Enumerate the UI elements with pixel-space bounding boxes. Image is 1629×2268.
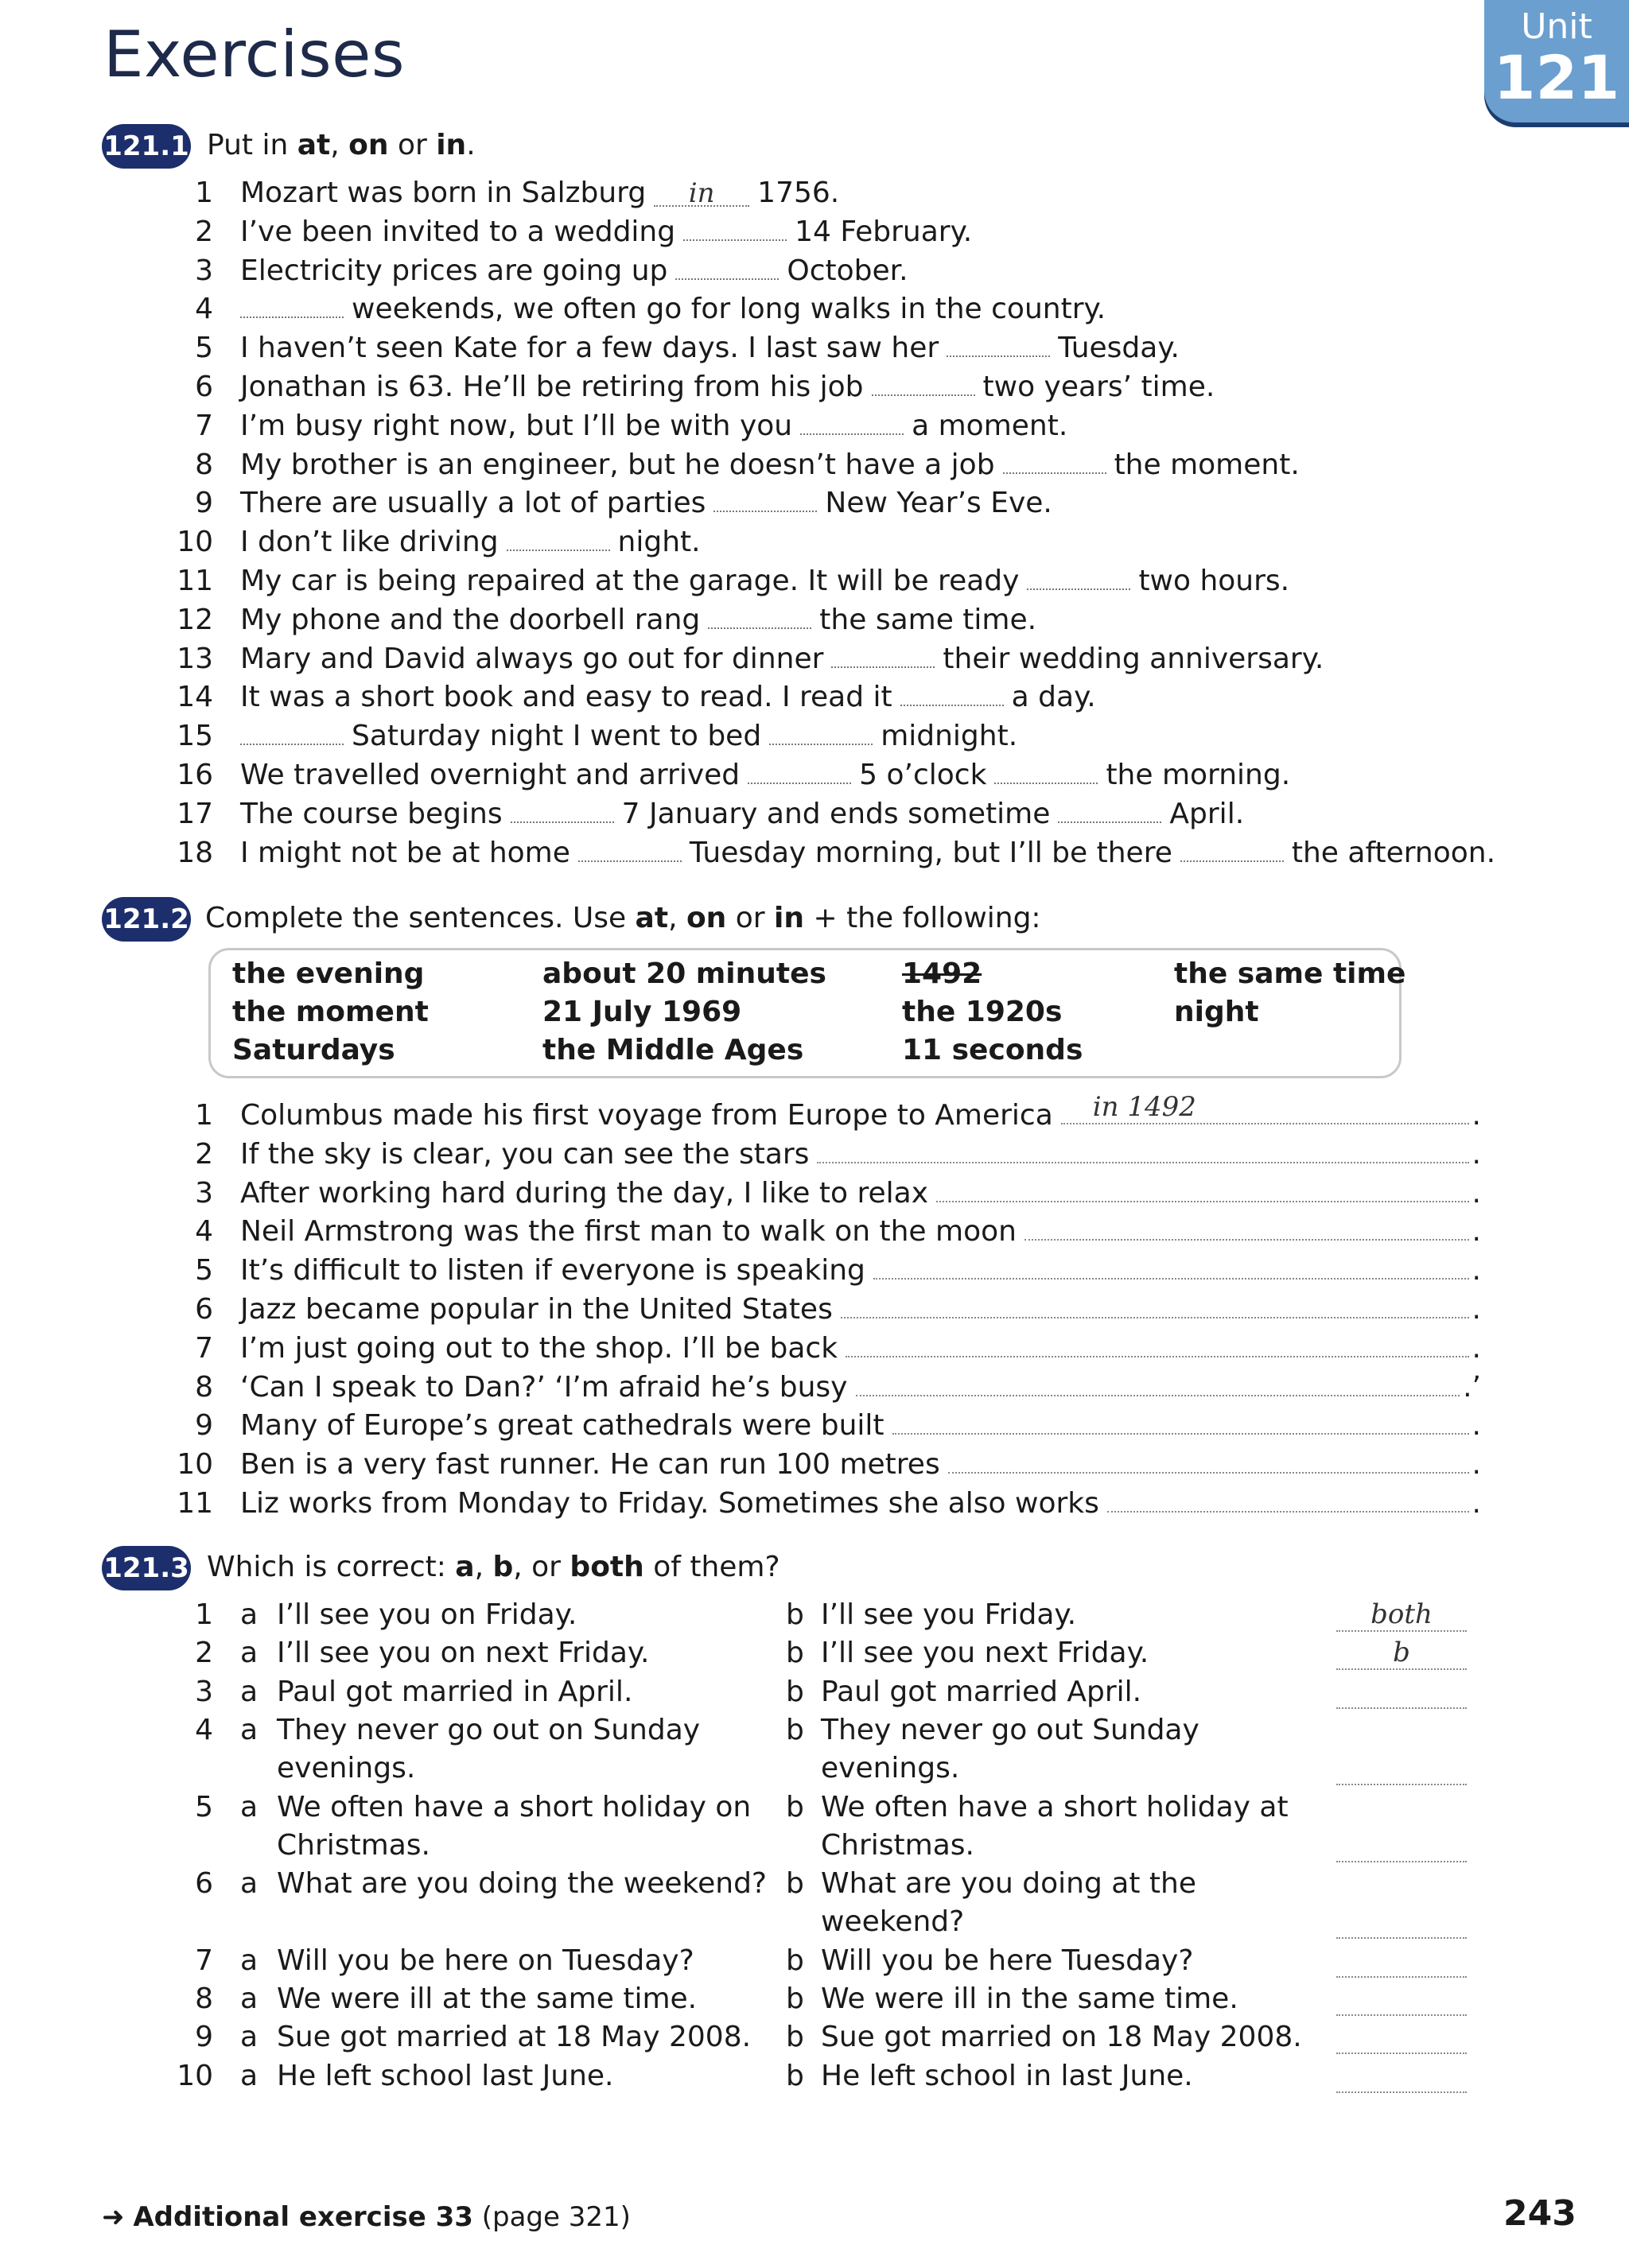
handwritten-answer: both [1370, 1598, 1433, 1630]
answer-blank[interactable] [872, 391, 975, 396]
answer-blank[interactable] [769, 740, 873, 745]
line-text-part: After working hard during the day, I like to relax [240, 1176, 929, 1210]
exercise-line [240, 1448, 1481, 1481]
exercise-line [240, 565, 1289, 597]
option-letter-b: b [786, 1675, 804, 1708]
item-number: 4 [195, 1215, 213, 1249]
exercise-badge-121-3: 121.3 [102, 1546, 191, 1590]
answer-blank[interactable] [1336, 1752, 1467, 1785]
answer-blank-filled[interactable] [1061, 1091, 1469, 1124]
answer-blank[interactable] [1180, 857, 1284, 862]
line-text-part: ‘Can I speak to Dan?’ ‘I’m afraid he’s busy [240, 1370, 848, 1404]
line-text-part: two years’ time. [982, 371, 1215, 403]
answer-blank[interactable] [1107, 1487, 1469, 1513]
item-number: 9 [195, 2021, 213, 2054]
word-option: 11 seconds [902, 1034, 1083, 1066]
option-letter-a: a [240, 1675, 259, 1708]
answer-blank[interactable] [856, 1371, 1460, 1396]
line-end-punctuation: . [1472, 1137, 1481, 1171]
option-letter-a: a [240, 1790, 259, 1823]
item-number: 11 [177, 565, 213, 597]
line-text-part: Saturday night I went to bed [352, 720, 762, 753]
line-text-part: I haven’t seen Kate for a few days. I last saw her [240, 332, 939, 365]
word-option: the 1920s [902, 996, 1063, 1028]
line-text-part: Jazz became popular in the United States [240, 1293, 833, 1326]
option-letter-b: b [786, 1713, 804, 1746]
item-number: 1 [195, 177, 213, 209]
line-text-part: the same time. [819, 603, 1037, 636]
item-number: 3 [195, 1675, 213, 1708]
answer-blank[interactable] [1336, 2021, 1467, 2054]
item-number: 15 [177, 720, 213, 753]
item-number: 11 [177, 1487, 213, 1520]
line-text-part: I’m just going out to the shop. I’ll be back [240, 1331, 838, 1365]
word-option: the evening [232, 957, 425, 990]
line-end-punctuation: . [1472, 1099, 1481, 1132]
item-number: 10 [177, 1448, 213, 1482]
option-a-text: He left school last June. [277, 2059, 614, 2092]
word-option: the same time [1174, 957, 1406, 990]
line-text-part: New Year’s Eve. [825, 487, 1052, 520]
line-text-part: April. [1169, 797, 1245, 830]
answer-blank[interactable] [948, 1448, 1469, 1474]
option-a-text: Sue got married at 18 May 2008. [277, 2021, 752, 2054]
exercise-badge-121-2: 121.2 [102, 897, 191, 942]
option-b-text: Sue got married on 18 May 2008. [821, 2021, 1302, 2054]
answer-blank[interactable] [1336, 1983, 1467, 2016]
option-letter-b: b [786, 1637, 804, 1670]
handwritten-answer: in 1492 [1092, 1091, 1196, 1123]
answer-blank[interactable] [713, 507, 817, 512]
option-b-text: Christmas. [821, 1828, 974, 1862]
answer-blank[interactable] [511, 818, 614, 823]
line-text-part: I’ve been invited to a wedding [240, 215, 676, 248]
word-option: 21 July 1969 [542, 996, 742, 1028]
answer-blank[interactable] [994, 779, 1098, 784]
line-text-part: I’m busy right now, but I’ll be with you [240, 409, 793, 442]
option-letter-a: a [240, 1867, 259, 1901]
option-a-text: Christmas. [277, 1828, 430, 1862]
answer-blank-filled[interactable] [654, 177, 749, 209]
option-b-text: We were ill in the same time. [821, 1983, 1238, 2015]
line-end-punctuation: . [1472, 1487, 1481, 1520]
exercise-line [240, 798, 1244, 830]
option-letter-b: b [786, 2059, 804, 2092]
line-text-part: Mozart was born in Salzburg [240, 177, 647, 209]
footer-reference[interactable]: ➜ Additional exercise 33 (page 321) [102, 2201, 631, 2233]
answer-blank[interactable] [748, 779, 851, 784]
line-end-punctuation: . [1472, 1293, 1481, 1326]
line-text-part: their wedding anniversary. [943, 642, 1324, 675]
option-a-text: What are you doing the weekend? [277, 1867, 768, 1901]
item-number: 7 [195, 1944, 213, 1977]
option-a-text: Paul got married in April. [277, 1675, 633, 1708]
line-text-part: We travelled overnight and arrived [240, 759, 741, 791]
line-text-part: It was a short book and easy to read. I read it [240, 681, 892, 714]
item-number: 5 [195, 332, 213, 365]
answer-blank[interactable] [240, 313, 344, 318]
answer-blank[interactable] [683, 236, 787, 241]
exercise-line [240, 1332, 1481, 1365]
exercise-line [240, 759, 1290, 791]
line-end-punctuation: . [1472, 1448, 1481, 1482]
exercise-line [240, 526, 701, 558]
word-option-used: 1492 [902, 957, 982, 990]
item-number: 9 [195, 1409, 213, 1443]
answer-blank[interactable] [1003, 469, 1106, 474]
handwritten-answer: in [688, 177, 715, 209]
line-text-part: My phone and the doorbell rang [240, 603, 701, 636]
item-number: 8 [195, 1370, 213, 1404]
line-end-punctuation: . [1472, 1215, 1481, 1249]
exercise-line [240, 410, 1067, 442]
unit-tab [1484, 0, 1629, 122]
answer-blank[interactable] [800, 430, 904, 435]
answer-blank-filled[interactable] [1336, 1637, 1467, 1670]
exercise-121-2-instruction: Complete the sentences. Use at, on or in + the following: [205, 902, 1041, 934]
option-letter-a: a [240, 1983, 259, 2015]
line-text-part: The course begins [240, 797, 503, 830]
answer-blank[interactable] [708, 624, 811, 629]
answer-blank[interactable] [831, 663, 935, 668]
exercise-121-3-instruction: Which is correct: a, b, or both of them? [207, 1551, 780, 1583]
exercise-line [240, 1177, 1481, 1210]
handwritten-answer: b [1393, 1637, 1410, 1669]
answer-blank[interactable] [507, 546, 610, 551]
answer-blank[interactable] [1024, 1215, 1469, 1241]
exercise-line [240, 1293, 1481, 1326]
exercise-line [240, 487, 1052, 519]
page-title: Exercises [103, 17, 406, 91]
exercise-line [240, 1371, 1481, 1404]
item-number: 16 [177, 759, 213, 791]
option-a-text: I’ll see you on next Friday. [277, 1637, 650, 1670]
answer-blank[interactable] [936, 1177, 1469, 1202]
item-number: 10 [177, 526, 213, 559]
line-end-punctuation: . [1472, 1409, 1481, 1443]
line-text-part: It’s difficult to listen if everyone is speaking [240, 1254, 865, 1287]
option-letter-a: a [240, 2021, 259, 2054]
line-end-punctuation: . [1472, 1254, 1481, 1287]
option-letter-b: b [786, 1867, 804, 1901]
line-text-part: a day. [1011, 681, 1096, 714]
exercise-line [240, 681, 1096, 713]
answer-blank[interactable] [1058, 818, 1161, 823]
line-text-part: midnight. [881, 720, 1018, 753]
option-letter-a: a [240, 1598, 259, 1631]
item-number: 13 [177, 642, 213, 675]
item-number: 2 [195, 1137, 213, 1171]
answer-blank[interactable] [892, 1409, 1469, 1435]
item-number: 5 [195, 1790, 213, 1823]
option-letter-a: a [240, 1637, 259, 1670]
item-number: 7 [195, 1331, 213, 1365]
option-letter-a: a [240, 2059, 259, 2092]
answer-blank[interactable] [947, 352, 1050, 357]
exercise-line [240, 449, 1300, 481]
exercise-121-1-instruction: Put in at, on or in. [207, 129, 476, 161]
word-option: night [1174, 996, 1259, 1028]
item-number: 17 [177, 797, 213, 830]
line-text-part: two hours. [1138, 565, 1290, 597]
page-number: 243 [1503, 2193, 1577, 2234]
option-b-text: I’ll see you next Friday. [821, 1637, 1149, 1670]
line-text-part: October. [787, 254, 908, 287]
answer-blank[interactable] [900, 701, 1004, 706]
exercise-line [240, 720, 1017, 752]
line-text-part: Neil Armstrong was the first man to walk on the moon [240, 1215, 1017, 1249]
exercise-line [240, 604, 1036, 636]
item-number: 8 [195, 1983, 213, 2015]
answer-blank-filled[interactable] [1336, 1598, 1467, 1632]
answer-blank[interactable] [1336, 1944, 1467, 1978]
option-b-text: We often have a short holiday at [821, 1790, 1289, 1823]
line-text-part: the afternoon. [1291, 836, 1496, 869]
item-number: 18 [177, 836, 213, 869]
line-text-part: 14 February. [795, 215, 973, 248]
unit-number: 121 [1493, 42, 1620, 113]
item-number: 14 [177, 681, 213, 714]
line-text-part: the moment. [1114, 448, 1300, 481]
option-b-text: They never go out Sunday [821, 1713, 1199, 1746]
exercise-line [240, 1254, 1481, 1287]
option-a-text: evenings. [277, 1752, 416, 1785]
answer-blank[interactable] [1336, 1829, 1467, 1862]
item-number: 9 [195, 487, 213, 520]
exercise-line [240, 643, 1324, 675]
item-number: 4 [195, 1713, 213, 1746]
answer-blank[interactable] [1027, 585, 1130, 590]
exercise-line [240, 1409, 1481, 1442]
answer-blank[interactable] [578, 857, 682, 862]
item-number: 2 [195, 215, 213, 248]
answer-blank[interactable] [817, 1138, 1468, 1163]
option-letter-b: b [786, 1598, 804, 1631]
arrow-icon: ➜ [102, 2201, 125, 2233]
line-text-part: Tuesday. [1058, 332, 1180, 365]
line-text-part: I might not be at home [240, 836, 570, 869]
option-letter-b: b [786, 1790, 804, 1823]
line-text-part: Columbus made his first voyage from Europe to America [240, 1099, 1053, 1132]
item-number: 2 [195, 1637, 213, 1670]
exercise-line [240, 371, 1215, 403]
unit-label: Unit [1521, 6, 1592, 47]
item-number: 3 [195, 254, 213, 287]
answer-blank[interactable] [1336, 2060, 1467, 2093]
item-number: 4 [195, 293, 213, 326]
answer-blank[interactable] [846, 1332, 1469, 1357]
exercise-line [240, 1138, 1481, 1171]
item-number: 10 [177, 2059, 213, 2092]
line-text-part: 1756. [757, 177, 840, 209]
line-text-part: My brother is an engineer, but he doesn’t have a job [240, 448, 995, 481]
line-text-part: Tuesday morning, but I’ll be there [689, 836, 1172, 869]
option-letter-a: a [240, 1713, 259, 1746]
word-option: Saturdays [232, 1034, 395, 1066]
item-number: 1 [195, 1598, 213, 1631]
line-text-part: There are usually a lot of parties [240, 487, 706, 520]
option-b-text: I’ll see you Friday. [821, 1598, 1077, 1631]
line-end-punctuation: . [1472, 1331, 1481, 1365]
line-text-part: Liz works from Monday to Friday. Sometimes she also works [240, 1487, 1099, 1520]
word-option: the Middle Ages [542, 1034, 804, 1066]
item-number: 1 [195, 1099, 213, 1132]
line-text-part: Jonathan is 63. He’ll be retiring from his job [240, 371, 864, 403]
option-letter-b: b [786, 1944, 804, 1977]
option-letter-a: a [240, 1944, 259, 1977]
option-a-text: I’ll see you on Friday. [277, 1598, 577, 1631]
option-b-text: evenings. [821, 1752, 960, 1785]
word-option: about 20 minutes [542, 957, 826, 990]
line-text-part: weekends, we often go for long walks in the country. [352, 293, 1106, 326]
option-a-text: They never go out on Sunday [277, 1713, 701, 1746]
line-text-part: My car is being repaired at the garage. It will be ready [240, 565, 1020, 597]
option-b-text: Paul got married April. [821, 1675, 1142, 1708]
line-text-part: Electricity prices are going up [240, 254, 668, 287]
option-letter-b: b [786, 2021, 804, 2054]
exercise-line [240, 293, 1106, 325]
option-b-text: What are you doing at the [821, 1867, 1196, 1901]
word-option: the moment [232, 996, 429, 1028]
line-text-part: 7 January and ends sometime [621, 797, 1051, 830]
item-number: 6 [195, 371, 213, 403]
exercise-badge-121-1: 121.1 [102, 124, 191, 169]
line-text-part: Mary and David always go out for dinner [240, 642, 824, 675]
line-text-part: a moment. [912, 409, 1068, 442]
option-a-text: We often have a short holiday on [277, 1790, 752, 1823]
option-letter-b: b [786, 1983, 804, 2015]
item-number: 7 [195, 409, 213, 442]
exercise-line [240, 1215, 1481, 1248]
line-text-part: I don’t like driving [240, 526, 499, 559]
item-number: 5 [195, 1254, 213, 1287]
line-text-part: If the sky is clear, you can see the stars [240, 1137, 810, 1171]
option-b-text: He left school in last June. [821, 2059, 1193, 2092]
exercise-line [240, 332, 1180, 364]
exercise-line [240, 1487, 1481, 1520]
option-a-text: We were ill at the same time. [277, 1983, 698, 2015]
line-text-part: Ben is a very fast runner. He can run 100 metres [240, 1448, 940, 1482]
exercise-line [240, 1091, 1481, 1132]
exercise-line [240, 837, 1495, 869]
answer-blank[interactable] [841, 1293, 1469, 1318]
item-number: 6 [195, 1867, 213, 1901]
item-number: 8 [195, 448, 213, 481]
line-text-part: night. [617, 526, 701, 559]
answer-blank[interactable] [1336, 1905, 1467, 1939]
option-b-text: weekend? [821, 1905, 965, 1939]
item-number: 3 [195, 1176, 213, 1210]
exercise-line [240, 177, 839, 209]
line-end-punctuation: .’ [1463, 1370, 1481, 1404]
line-end-punctuation: . [1472, 1176, 1481, 1210]
answer-blank[interactable] [675, 275, 779, 280]
exercise-line [240, 254, 908, 287]
exercise-line [240, 216, 972, 248]
option-b-text: Will you be here Tuesday? [821, 1944, 1194, 1977]
line-text-part: the morning. [1106, 759, 1291, 791]
answer-blank[interactable] [240, 740, 344, 745]
answer-blank[interactable] [873, 1254, 1469, 1280]
item-number: 12 [177, 603, 213, 636]
line-text-part: 5 o’clock [859, 759, 987, 791]
option-a-text: Will you be here on Tuesday? [277, 1944, 694, 1977]
answer-blank[interactable] [1336, 1676, 1467, 1709]
item-number: 6 [195, 1293, 213, 1326]
line-text-part: Many of Europe’s great cathedrals were built [240, 1409, 884, 1443]
